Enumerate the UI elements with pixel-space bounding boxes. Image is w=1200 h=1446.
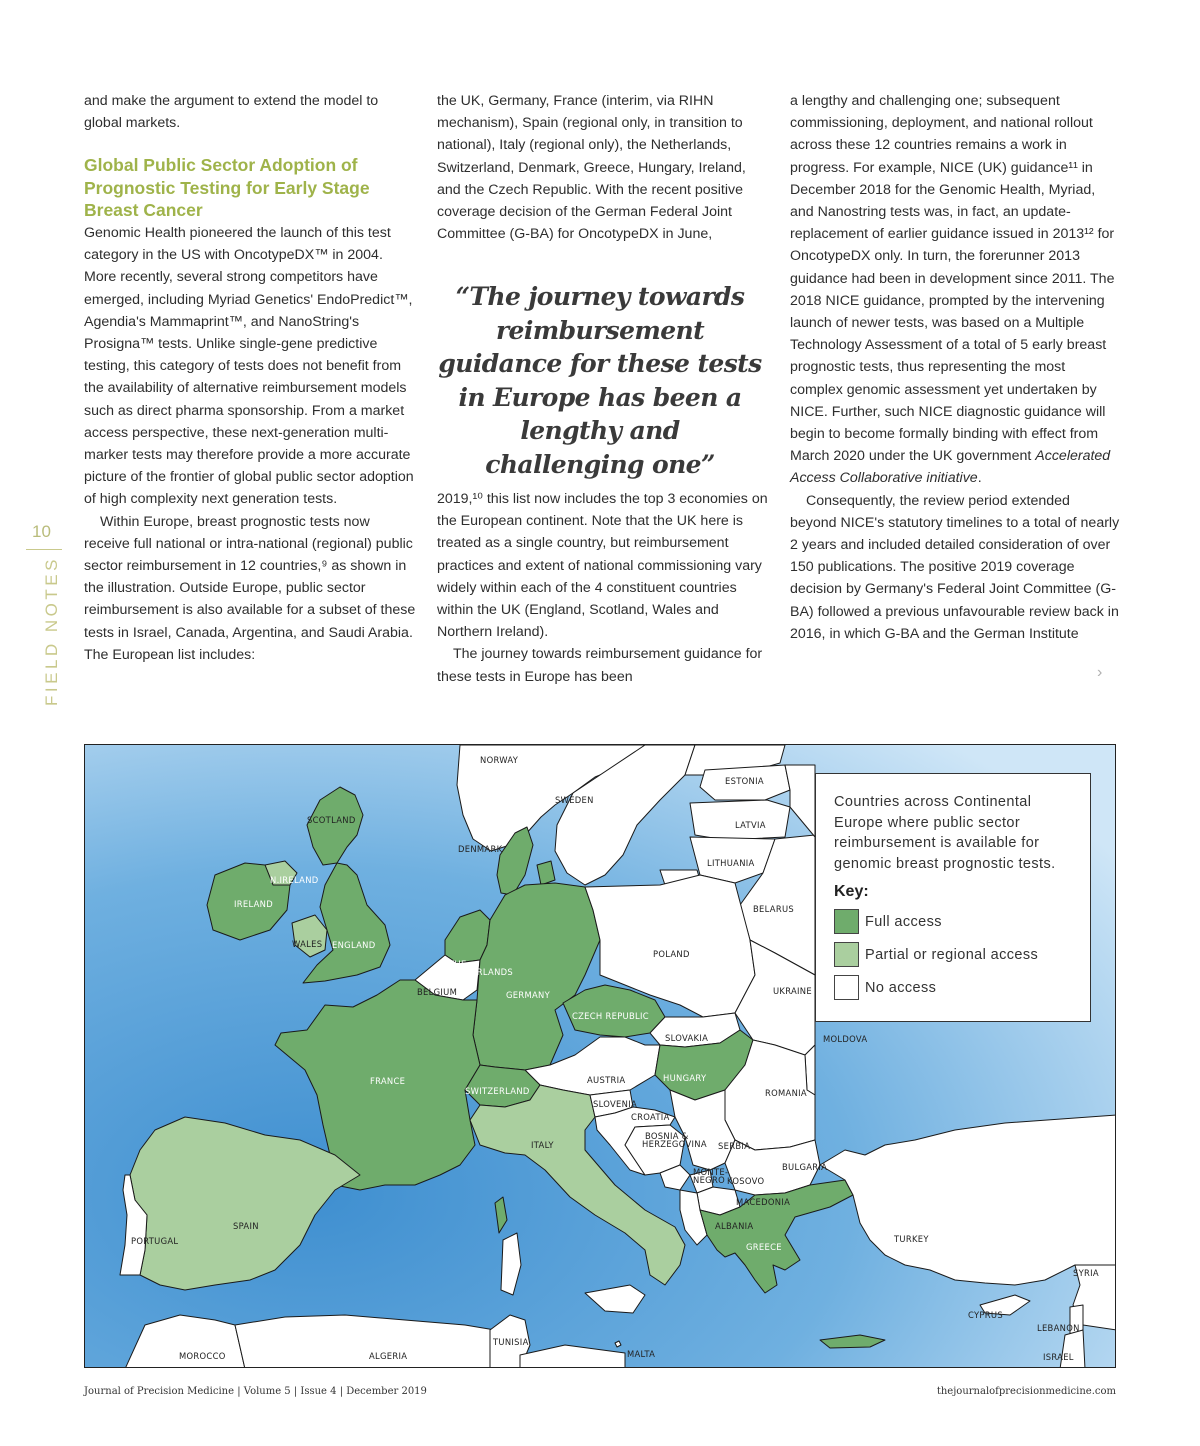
- label-croatia: CROATIA: [631, 1112, 670, 1122]
- body-paragraph: 2019,¹⁰ this list now includes the top 3 economies on the European continent. Note that the UK here is treated as a single country, but reimbursement practices and extent of national commissioning vary widely within each of the 4 constituent countries within the UK (England, Scotland, Wales and Northern Ireland).: [437, 491, 768, 641]
- column-2-continued: [437, 488, 769, 688]
- label-tunisia: TUNISIA: [493, 1337, 529, 1347]
- label-greece: GREECE: [746, 1242, 782, 1252]
- label-montenegro-line2: NEGRO: [693, 1175, 725, 1185]
- column-2: [437, 90, 769, 245]
- label-romania: ROMANIA: [765, 1088, 807, 1098]
- label-cyprus: CYPRUS: [968, 1310, 1003, 1320]
- label-albania: ALBANIA: [715, 1221, 754, 1231]
- label-sweden: SWEDEN: [555, 795, 594, 805]
- label-estonia: ESTONIA: [725, 776, 764, 786]
- label-bulgaria: BULGARIA: [782, 1162, 828, 1172]
- intro-paragraph: and make the argument to extend the model to global markets.: [84, 93, 379, 132]
- label-northern-ireland: N.IRELAND: [270, 875, 319, 885]
- label-algeria: ALGERIA: [369, 1351, 408, 1361]
- label-lithuania: LITHUANIA: [707, 858, 755, 868]
- legend-label: Partial or regional access: [865, 946, 1039, 963]
- swatch-no-access: [834, 975, 859, 1000]
- label-latvia: LATVIA: [735, 820, 766, 830]
- label-turkey: TURKEY: [894, 1234, 929, 1244]
- legend-key-label: Key:: [834, 883, 869, 900]
- label-norway: NORWAY: [480, 755, 519, 765]
- label-serbia: SERBIA: [718, 1141, 751, 1151]
- label-moldova: MOLDOVA: [823, 1034, 868, 1044]
- legend-item-full: [834, 909, 1072, 934]
- label-netherlands-line1: THE: [449, 959, 467, 969]
- body-paragraph: Genomic Health pioneered the launch of this test category in the US with OncotypeDX™ in 2004. More recently, several strong competitors have emerged, including Myriad Genetics' EndoPredict™, Agendia's Mammaprint™, and NanoString's Prosigna™ tests. Unlike single-gene predictive testing, this category of tests does not benefit from the availability of alternative reimbursement models such as direct pharma sponsorship. From a market access perspective, these next-generation multi-marker tests may therefore provide a more accurate picture of the frontier of global public sector adoption of high complexity next generation tests.: [84, 224, 414, 508]
- label-israel: ISRAEL: [1043, 1352, 1074, 1362]
- label-italy: ITALY: [531, 1140, 554, 1150]
- label-scotland: SCOTLAND: [307, 815, 356, 825]
- body-paragraph: [790, 90, 1120, 490]
- label-switzerland: SWITZERLAND: [465, 1086, 530, 1096]
- continue-arrow-icon: ›: [1097, 664, 1103, 681]
- section-label: FIELD NOTES: [42, 556, 61, 706]
- label-france: FRANCE: [370, 1076, 406, 1086]
- label-poland: POLAND: [653, 949, 690, 959]
- legend-label: Full access: [865, 913, 942, 930]
- label-belgium: BELGIUM: [417, 987, 458, 997]
- swatch-partial-access: [834, 942, 859, 967]
- label-kosovo: KOSOVO: [727, 1176, 765, 1186]
- page-number: 10: [32, 522, 51, 541]
- swatch-full-access: [834, 909, 859, 934]
- label-lebanon: LEBANON: [1037, 1323, 1080, 1333]
- label-czech-republic: CZECH REPUBLIC: [572, 1011, 649, 1021]
- label-spain: SPAIN: [233, 1221, 259, 1231]
- body-paragraph: Consequently, the review period extended beyond NICE's statutory timelines to a total of nearly 2 years and included detailed consideration of over 150 publications. The positive 2019 coverage decision by Germany's Federal Joint Committee (G-BA) followed a previous unfavourable review back in 2016, in which G-BA and the German Institute: [790, 492, 1120, 642]
- body-text-end: .: [977, 470, 982, 487]
- label-netherlands-line2: NETHERLANDS: [447, 967, 513, 977]
- label-hungary: HUNGARY: [663, 1073, 707, 1083]
- section-heading: Global Public Sector Adoption of Prognostic Testing for Early Stage Breast Cancer: [84, 155, 370, 221]
- label-slovenia: SLOVENIA: [593, 1099, 638, 1109]
- body-paragraph: Within Europe, breast prognostic tests now receive full national or intra-national (regional) public sector reimbursement in 12 countries,⁹ as shown in the illustration. Outside Europe, public sector reimbursement is also available for a subset of these tests in Israel, Canada, Argentina, and Saudi Arabia. The European list includes:: [84, 513, 416, 663]
- column-1: [84, 90, 416, 666]
- column-3: [790, 90, 1120, 645]
- label-ireland: IRELAND: [234, 899, 273, 909]
- label-bosnia-line2: HERZEGOVINA: [642, 1139, 707, 1149]
- legend-item-none: [834, 975, 1072, 1000]
- map-legend: [815, 773, 1091, 1022]
- label-syria: SYRIA: [1073, 1268, 1099, 1278]
- label-ukraine: UKRAINE: [773, 986, 812, 996]
- divider: [26, 549, 62, 550]
- legend-item-partial: [834, 942, 1072, 967]
- label-malta: MALTA: [627, 1349, 656, 1359]
- label-bosnia-line1: BOSNIA &: [645, 1131, 689, 1141]
- label-denmark: DENMARK: [458, 844, 503, 854]
- label-slovakia: SLOVAKIA: [665, 1033, 709, 1043]
- label-germany: GERMANY: [506, 990, 551, 1000]
- label-england: ENGLAND: [332, 940, 376, 950]
- label-portugal: PORTUGAL: [131, 1236, 179, 1246]
- label-morocco: MOROCCO: [179, 1351, 226, 1361]
- label-montenegro-line1: MONTE-: [693, 1167, 729, 1177]
- legend-title: Countries across Continental Europe where public sector reimbursement is available for genomic breast prognostic tests.: [834, 794, 1056, 872]
- europe-map: [84, 744, 1116, 1368]
- label-macedonia: MACEDONIA: [736, 1197, 791, 1207]
- pull-quote: “The journey towards reimbursement guidance for these tests in Europe has been a lengthy and challenging one”: [438, 282, 762, 479]
- footer-journal-info: Journal of Precision Medicine | Volume 5 | Issue 4 | December 2019: [84, 1386, 427, 1397]
- body-paragraph: The journey towards reimbursement guidance for these tests in Europe has been: [437, 646, 763, 685]
- legend-label: No access: [865, 979, 937, 996]
- initiative-name: Accelerated Access Collaborative initiative: [790, 448, 1111, 487]
- label-austria: AUSTRIA: [587, 1075, 626, 1085]
- body-text: a lengthy and challenging one; subsequent commissioning, deployment, and national rollout across these 12 countries remains a work in progress. For example, NICE (UK) guidance¹¹ in December 2018 for the Genomic Health, Myriad, and Nanostring tests was, in fact, an update-replacement of earlier guidance issued in 2013¹² for OncotypeDX only. In turn, the forerunner 2013 guidance had been in development since 2011. The 2018 NICE guidance, prompted by the intervening launch of newer tests, was based on a Multiple Technology Assessment of a total of 5 early breast prognostic tests, thus representing the most complex genomic assessment yet undertaken by NICE. Further, such NICE diagnostic guidance will begin to become formally binding with effect from March 2020 under the UK government: [790, 93, 1115, 465]
- footer-website[interactable]: thejournalofprecisionmedicine.com: [936, 1386, 1116, 1397]
- body-paragraph: the UK, Germany, France (interim, via RIHN mechanism), Spain (regional only, in transition to national), Italy (regional only), the Netherlands, Switzerland, Denmark, Greece, Hungary, Ireland, and the Czech Republic. With the recent positive coverage decision of the German Federal Joint Committee (G-BA) for OncotypeDX in June,: [437, 93, 746, 243]
- label-wales: WALES: [292, 939, 323, 949]
- label-belarus: BELARUS: [753, 904, 794, 914]
